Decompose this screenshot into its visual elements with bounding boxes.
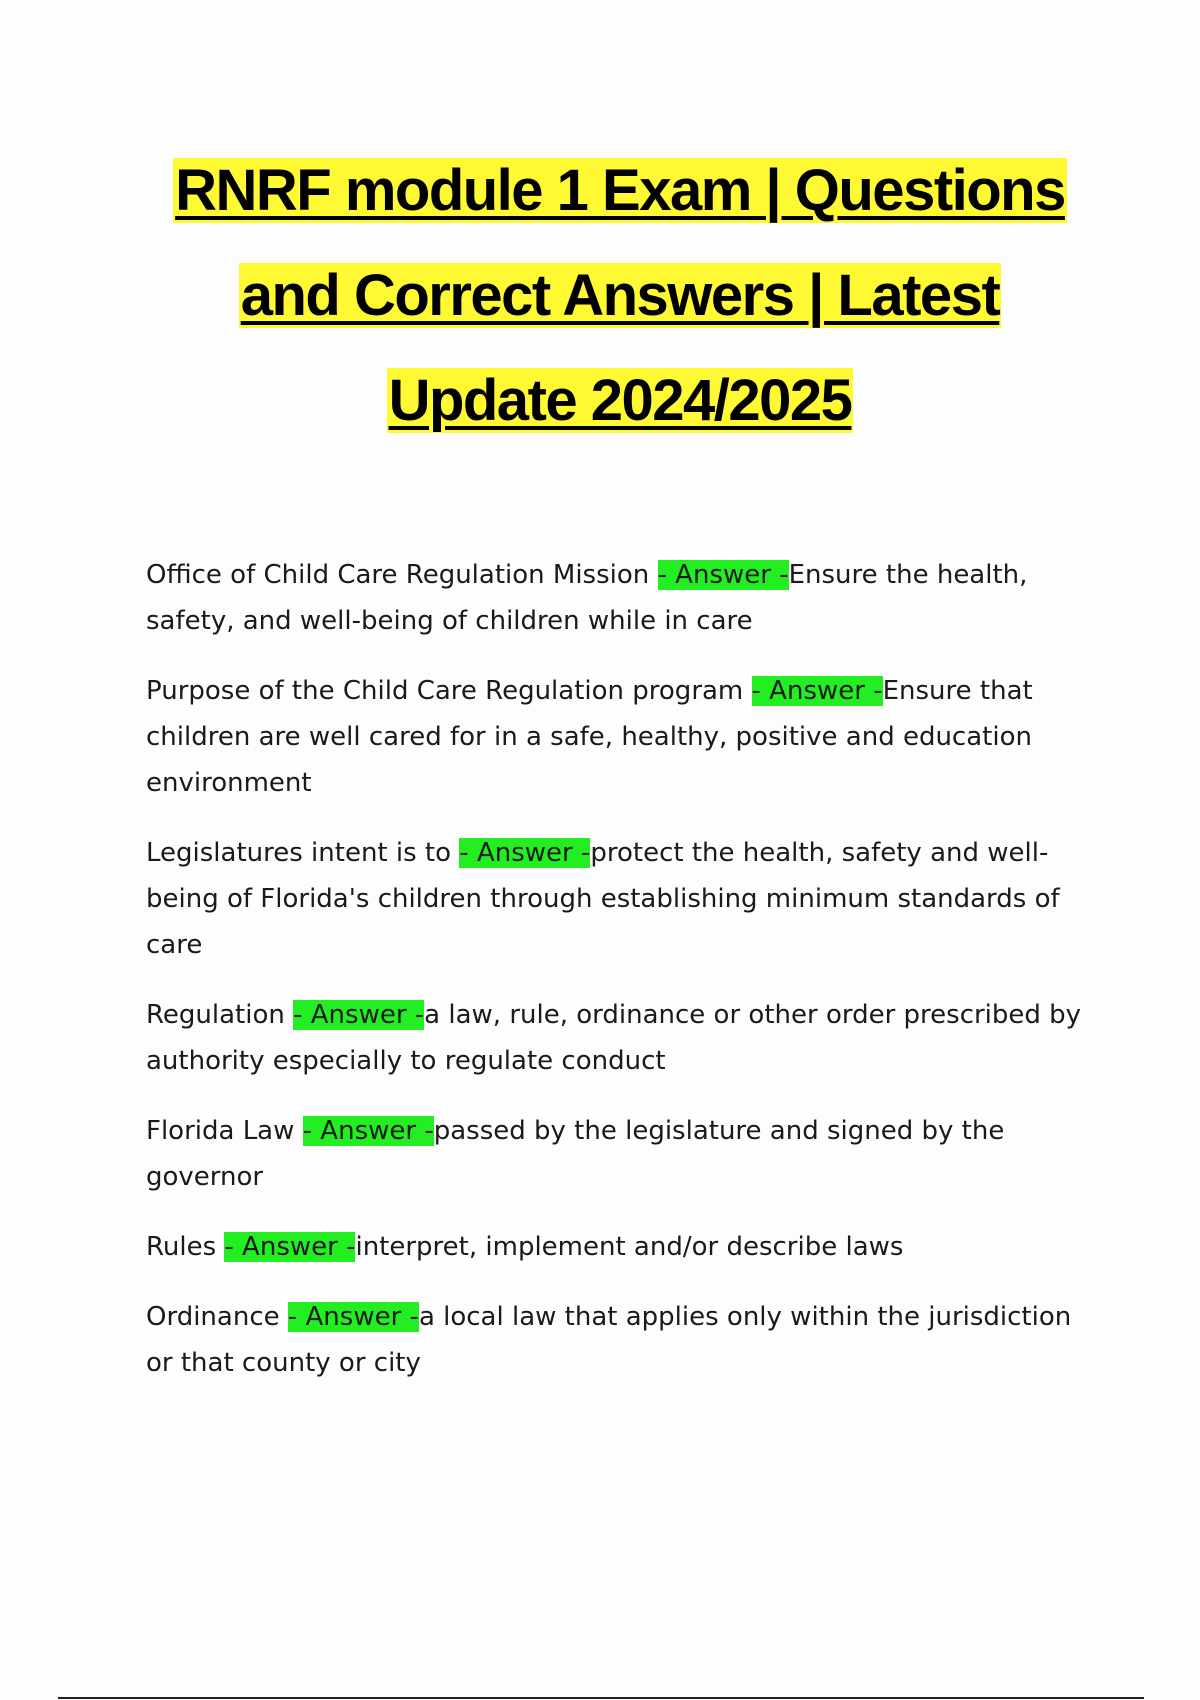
- qa-item: [146, 552, 1106, 644]
- qa-term: Florida Law: [146, 1116, 303, 1146]
- qa-answer: a law, rule, ordinance or other order prescribed by authority especially to regulate conduct: [146, 1000, 1082, 1076]
- answer-marker: - Answer -: [224, 1232, 356, 1262]
- document-title: [140, 138, 1100, 453]
- footer-rule: [58, 1697, 1144, 1699]
- qa-term: Purpose of the Child Care Regulation program: [146, 676, 752, 706]
- qa-list: [146, 552, 1106, 1410]
- qa-item: [146, 668, 1106, 806]
- qa-answer: a local law that applies only within the jurisdiction or that county or city: [146, 1302, 1072, 1378]
- qa-term: Regulation: [146, 1000, 294, 1030]
- qa-term: Ordinance: [146, 1302, 288, 1332]
- answer-marker: - Answer -: [293, 1000, 425, 1030]
- answer-marker: - Answer -: [459, 838, 591, 868]
- title-text-3: Update 2024/2025: [388, 368, 852, 433]
- title-line-2: [140, 243, 1100, 348]
- qa-answer: passed by the legislature and signed by the governor: [146, 1116, 1005, 1192]
- qa-answer: protect the health, safety and well-being of Florida's children through establishing minimum standards of care: [146, 838, 1060, 960]
- qa-term: Office of Child Care Regulation Mission: [146, 560, 658, 590]
- title-line-3: [140, 348, 1100, 453]
- qa-term: Legislatures intent is to: [146, 838, 460, 868]
- qa-item: [146, 830, 1106, 968]
- qa-item: [146, 1224, 1106, 1270]
- title-text-1: RNRF module 1 Exam | Questions: [175, 158, 1065, 223]
- answer-marker: - Answer -: [751, 676, 883, 706]
- qa-term: Rules: [146, 1232, 225, 1262]
- qa-answer: interpret, implement and/or describe laws: [355, 1232, 904, 1262]
- answer-marker: - Answer -: [287, 1302, 419, 1332]
- qa-item: [146, 1108, 1106, 1200]
- qa-answer: Ensure that children are well cared for in a safe, healthy, positive and education environment: [146, 676, 1033, 798]
- title-line-1: [140, 138, 1100, 243]
- answer-marker: - Answer -: [302, 1116, 434, 1146]
- qa-item: [146, 1294, 1106, 1386]
- qa-answer: Ensure the health, safety, and well-being of children while in care: [146, 560, 1028, 636]
- title-text-2: and Correct Answers | Latest: [240, 263, 1000, 328]
- answer-marker: - Answer -: [657, 560, 789, 590]
- qa-item: [146, 992, 1106, 1084]
